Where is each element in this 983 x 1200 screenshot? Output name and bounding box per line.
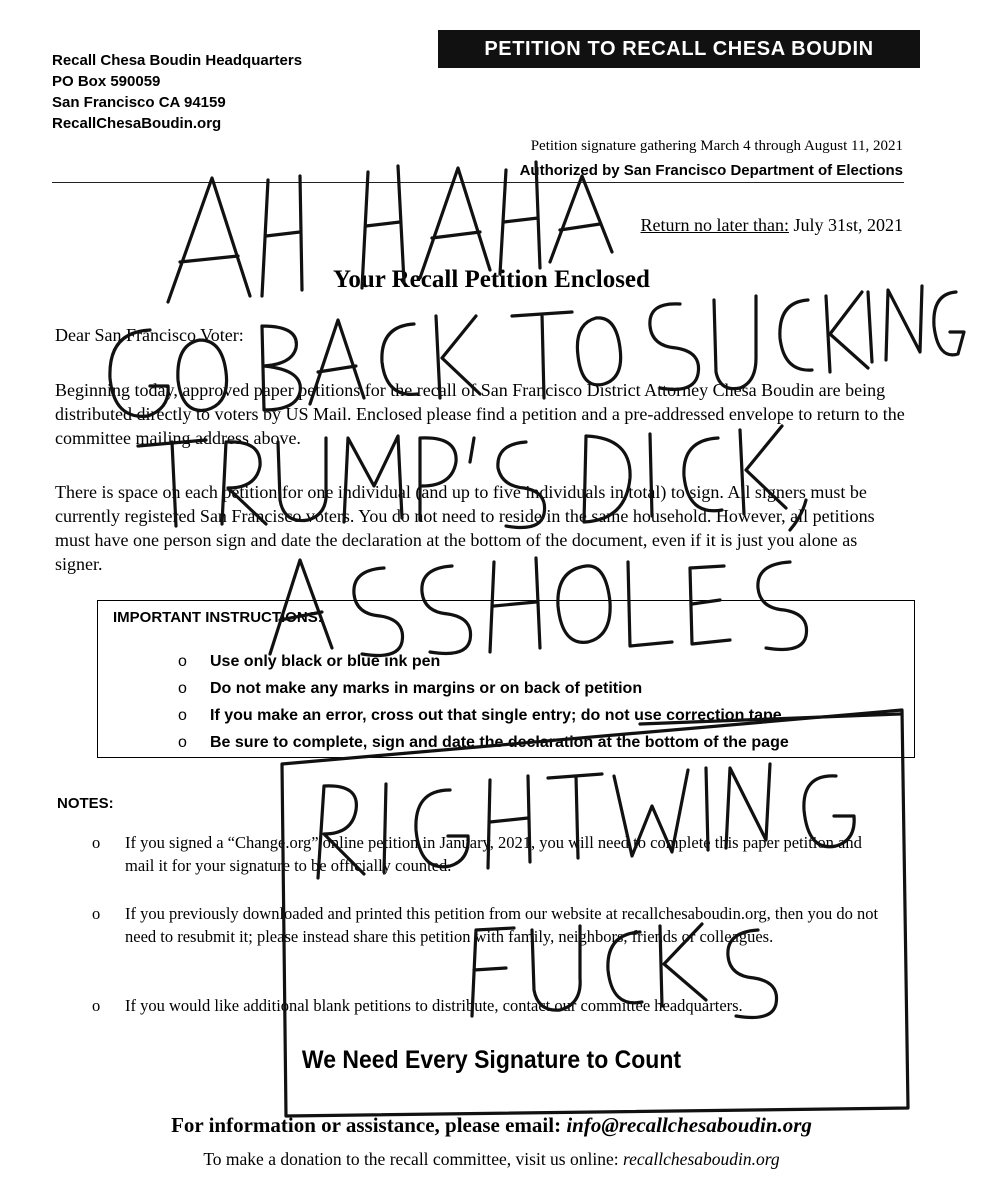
donate-line <box>0 1149 983 1170</box>
hq-line: PO Box 590059 <box>52 73 161 90</box>
header-divider <box>52 182 904 183</box>
hq-line: San Francisco CA 94159 <box>52 94 226 111</box>
letter-title: Your Recall Petition Enclosed <box>333 266 650 293</box>
return-label: Return no later than: <box>640 215 789 235</box>
instruction-text: Use only black or blue ink pen <box>210 653 441 670</box>
bullet: o <box>92 996 101 1015</box>
bullet: o <box>92 833 101 852</box>
bullet: o <box>178 653 187 670</box>
donate-site: recallchesaboudin.org <box>622 1149 780 1169</box>
note-text: If you would like additional blank petitions to distribute, contact our committee headquarters. <box>125 996 743 1015</box>
headquarters-address <box>52 50 302 134</box>
hq-line: RecallChesaBoudin.org <box>52 115 222 132</box>
return-date: July 31st, 2021 <box>793 215 903 235</box>
paragraph-1: Beginning today, approved paper petitions for the recall of San Francisco District Attorney Chesa Boudin are being distributed directly to voters by US Mail. Enclosed please find a petition and a pre-addressed envelope to return to the committee mailing address above. <box>55 380 905 448</box>
gathering-dates: Petition signature gathering March 4 through August 11, 2021 <box>530 138 903 154</box>
bullet: o <box>178 680 187 697</box>
paragraph-2: There is space on each petition for one individual (and up to five individuals in total) to sign. All signers must be currently registered San Francisco voters. You do not need to reside in the same household. However, all petitions must have one person sign and date the declaration at the bottom of the document, even if it is just you alone as signer. <box>55 482 875 574</box>
instruction-item <box>178 707 782 725</box>
note-item <box>92 831 892 877</box>
note-item <box>92 994 892 1017</box>
donate-label: To make a donation to the recall committee, visit us online: <box>203 1149 619 1169</box>
note-item <box>92 902 892 948</box>
signature-callout: We Need Every Signature to Count <box>301 1046 682 1074</box>
instruction-text: If you make an error, cross out that single entry; do not use correction tape <box>210 707 782 724</box>
petition-banner: PETITION TO RECALL CHESA BOUDIN <box>438 30 920 68</box>
instruction-text: Do not make any marks in margins or on back of petition <box>210 680 643 697</box>
greeting: Dear San Francisco Voter: <box>55 325 244 345</box>
instruction-item <box>178 653 440 671</box>
hq-line: Recall Chesa Boudin Headquarters <box>52 52 303 69</box>
info-line <box>0 1113 983 1138</box>
note-text: If you previously downloaded and printed this petition from our website at recallchesaboudin.org, then you do not need to resubmit it; please instead share this petition with family, neighbors, friends or colleagues. <box>125 904 879 946</box>
authorized-line: Authorized by San Francisco Department of Elections <box>519 162 903 179</box>
bullet: o <box>178 734 187 751</box>
bullet: o <box>92 904 101 923</box>
instructions-title: IMPORTANT INSTRUCTIONS: <box>113 609 323 626</box>
info-label: For information or assistance, please email: <box>171 1113 562 1137</box>
instruction-text: Be sure to complete, sign and date the declaration at the bottom of the page <box>210 734 789 751</box>
bullet: o <box>178 707 187 724</box>
return-deadline <box>641 215 903 236</box>
instruction-item <box>178 680 642 698</box>
info-email: info@recallchesaboudin.org <box>566 1113 812 1137</box>
instruction-item <box>178 734 789 752</box>
note-text: If you signed a “Change.org” online petition in January, 2021, you will need to complete this paper petition and mail it for your signature to be officially counted. <box>125 833 862 875</box>
notes-title: NOTES: <box>57 795 114 812</box>
